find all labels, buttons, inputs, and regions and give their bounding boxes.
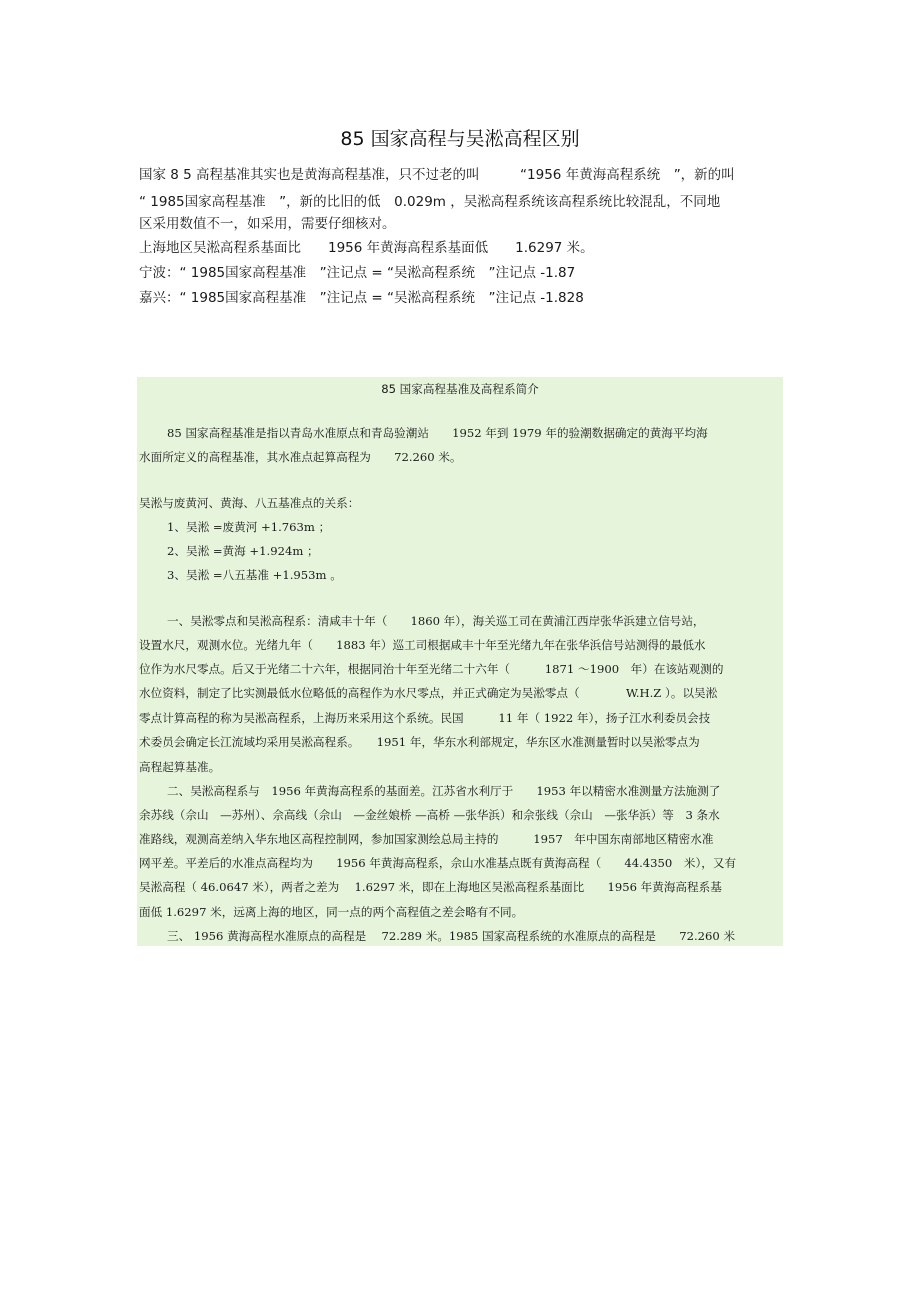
panel-line: 网平差。平差后的水准点高程均为 1956 年黄海高程系，佘山水准基点既有黄海高程（ 44.4350 米），又有 <box>139 856 737 870</box>
panel-line: 3、吴淞 =八五基准 +1.953m 。 <box>167 568 342 582</box>
panel-line: 1、吴淞 =废黄河 +1.763m ； <box>167 520 331 534</box>
panel-line: 一、吴淞零点和吴淞高程系：清咸丰十年（ 1860 年），海关巡工司在黄浦江西岸张华浜建立信号站， <box>167 614 705 628</box>
panel-line: 二、吴淞高程系与 1956 年黄海高程系的基面差。江苏省水利厅于 1953 年以精密水准测量方法施测了 <box>167 784 721 798</box>
intro-line: 嘉兴：“ 1985国家高程基准 ”注记点 = “吴淞高程系统 ”注记点 -1.828 <box>139 290 584 306</box>
panel-line: 位作为水尺零点。后又于光绪二十六年，根据同治十年至光绪二十六年（ 1871 ～1900 年）在该站观测的 <box>139 662 724 676</box>
panel-line: 水位资料，制定了比实测最低水位略低的高程作为水尺零点，并正式确定为吴淞零点（ W.H.Z ）。以吴淞 <box>139 686 718 700</box>
panel-line: 三、 1956 黄海高程水准原点的高程是 72.289 米。1985 国家高程系统的水准原点的高程是 72.260 米 <box>167 929 736 943</box>
intro-line: 宁波：“ 1985国家高程基准 ”注记点 = “吴淞高程系统 ”注记点 -1.87 <box>139 265 576 281</box>
panel-line: 余苏线（佘山 —苏州）、佘高线（佘山 —金丝娘桥 —高桥 —张华浜）和佘张线（佘山 —张华浜）等 3 条水 <box>139 808 720 822</box>
panel-line: 水面所定义的高程基准，其水准点起算高程为 72.260 米。 <box>139 450 462 464</box>
intro-line: “ 1985国家高程基准 ”，新的比旧的低 0.029m ，吴淞高程系统该高程系统比较混乱，不同地 <box>139 194 721 210</box>
intro-line: 上海地区吴淞高程系基面比 1956 年黄海高程系基面低 1.6297 米。 <box>139 240 594 256</box>
panel-line: 吴淞高程（ 46.0647 米），两者之差为 1.6297 米，即在上海地区吴淞高程系基面比 1956 年黄海高程系基 <box>139 880 722 894</box>
intro-line: 国家 8 5 高程基准其实也是黄海高程基准，只不过老的叫 “1956 年黄海高程系统 ”，新的叫 <box>139 167 735 183</box>
panel-line: 设置水尺，观测水位。光绪九年（ 1883 年）巡工司根据咸丰十年至光绪九年在张华浜信号站测得的最低水 <box>139 638 706 652</box>
panel-line: 准路线，观测高差纳入华东地区高程控制网，参加国家测绘总局主持的 1957 年中国东南部地区精密水准 <box>139 832 714 846</box>
panel-line: 零点计算高程的称为吴淞高程系，上海历来采用这个系统。民国 11 年（ 1922 年），扬子江水利委员会技 <box>139 711 711 725</box>
document-title: 85 国家高程与吴淞高程区别 <box>340 128 580 150</box>
panel-line: 2、吴淞 =黄海 +1.924m ； <box>167 544 319 558</box>
intro-panel <box>137 377 783 946</box>
panel-line: 面低 1.6297 米，远离上海的地区，同一点的两个高程值之差会略有不同。 <box>139 905 524 919</box>
intro-line: 区采用数值不一，如采用，需要仔细核对。 <box>139 216 396 232</box>
panel-line: 吴淞与废黄河、黄海、八五基准点的关系： <box>139 496 360 510</box>
panel-line: 高程起算基准。 <box>139 760 221 774</box>
panel-title: 85 国家高程基准及高程系简介 <box>381 382 539 396</box>
panel-line: 85 国家高程基准是指以青岛水准原点和青岛验潮站 1952 年到 1979 年的验潮数据确定的黄海平均海 <box>167 426 708 440</box>
panel-line: 术委员会确定长江流域均采用吴淞高程系。 1951 年，华东水利部规定，华东区水准测量暂时以吴淞零点为 <box>139 735 700 749</box>
